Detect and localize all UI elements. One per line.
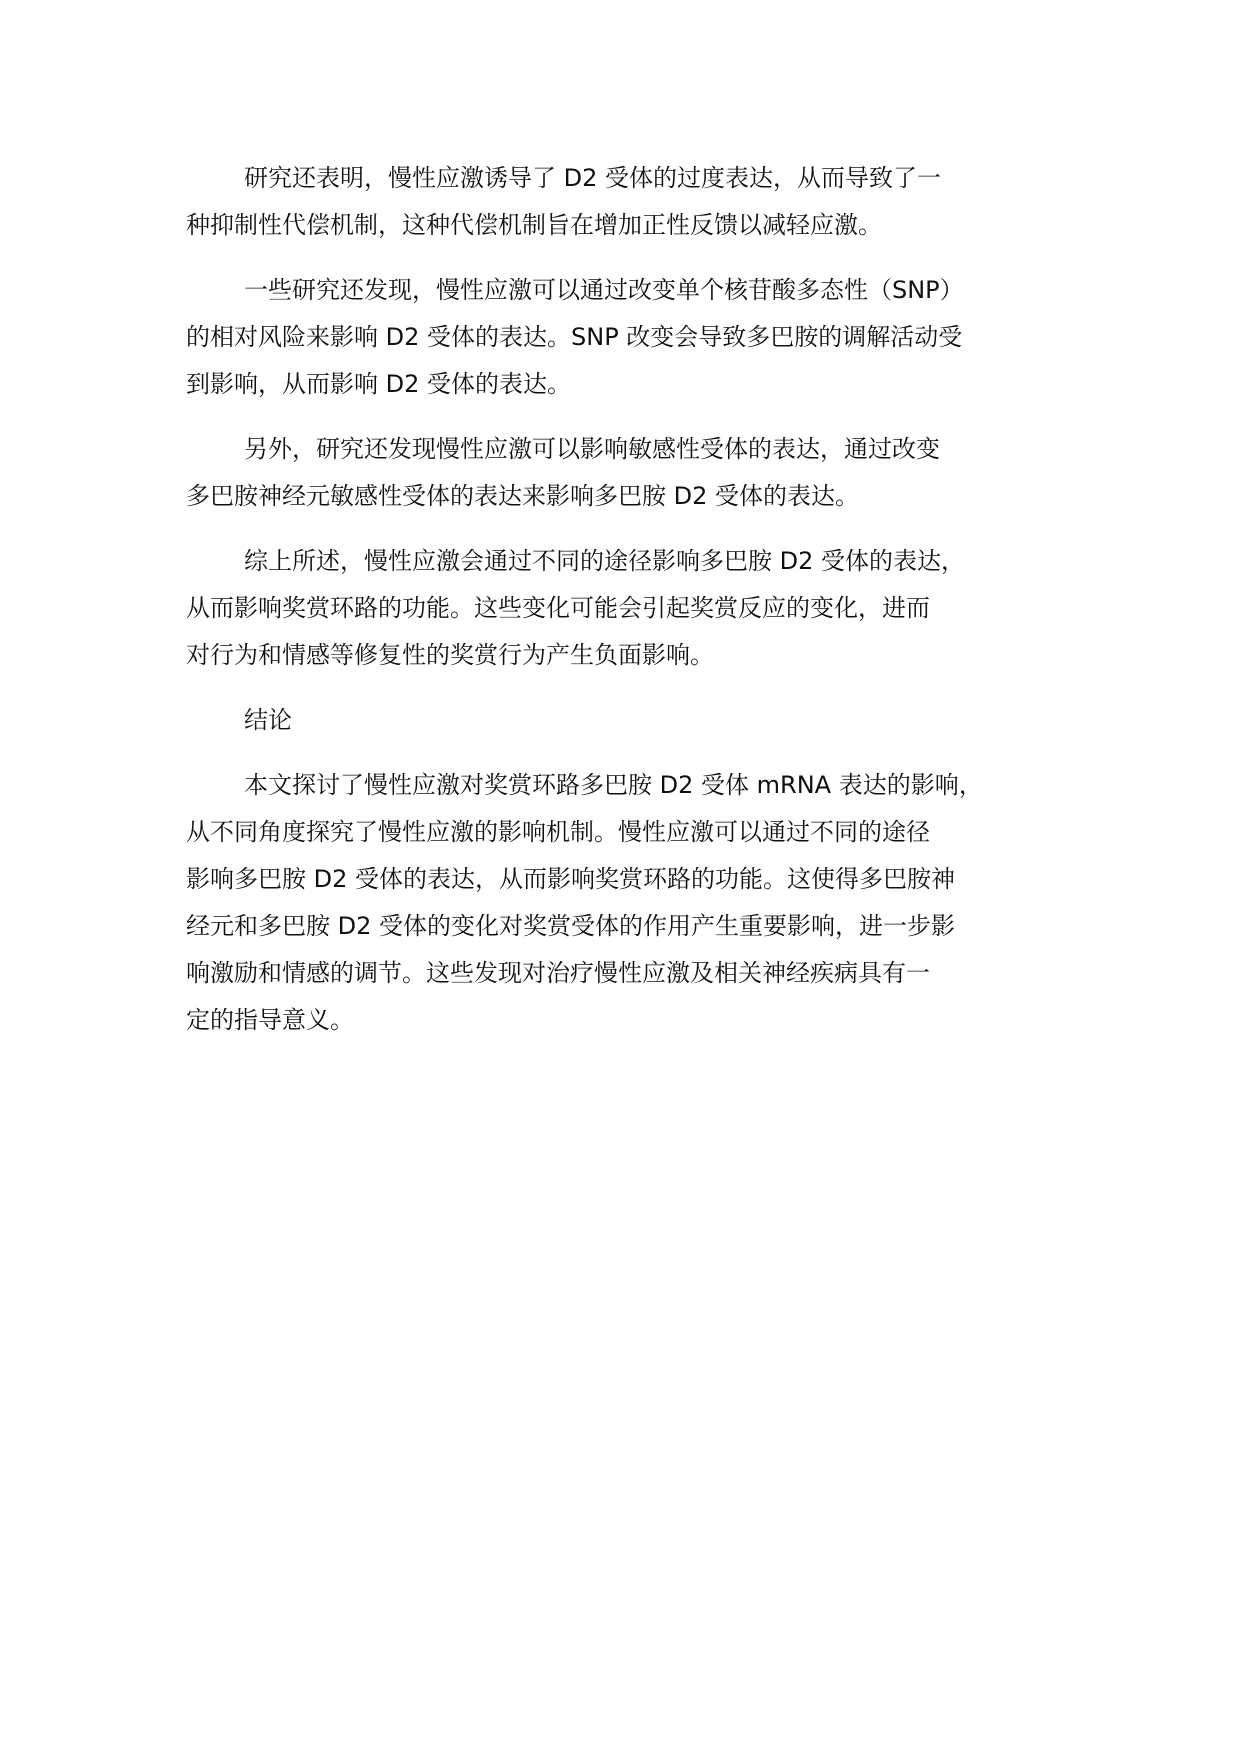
paragraph-line: 对行为和情感等修复性的奖赏行为产生负面影响。 [186, 641, 714, 669]
paragraph-line: 本文探讨了慢性应激对奖赏环路多巴胺 D2 受体 mRNA 表达的影响， [244, 771, 983, 799]
paragraph-line: 另外，研究还发现慢性应激可以影响敏感性受体的表达，通过改变 [244, 435, 940, 463]
paragraph-line: 响激励和情感的调节。这些发现对治疗慢性应激及相关神经疾病具有一 [186, 959, 930, 987]
paragraph-snp [186, 267, 1086, 408]
paragraph-line: 综上所述，慢性应激会通过不同的途径影响多巴胺 D2 受体的表达， [244, 547, 966, 575]
paragraph-line: 从不同角度探究了慢性应激的影响机制。慢性应激可以通过不同的途径 [186, 818, 930, 846]
paragraph-d2-overexpression [186, 155, 1086, 249]
paragraph-line: 多巴胺神经元敏感性受体的表达来影响多巴胺 D2 受体的表达。 [186, 482, 860, 510]
paragraph-line: 种抑制性代偿机制，这种代偿机制旨在增加正性反馈以减轻应激。 [186, 211, 882, 239]
paragraph-line: 的相对风险来影响 D2 受体的表达。SNP 改变会导致多巴胺的调解活动受 [186, 323, 963, 351]
paragraph-line: 定的指导意义。 [186, 1006, 354, 1034]
document-body [186, 155, 1086, 1062]
paragraph-sensitive-receptors [186, 426, 1086, 520]
paragraph-line: 研究还表明，慢性应激诱导了 D2 受体的过度表达，从而导致了一 [244, 164, 942, 192]
paragraph-line: 经元和多巴胺 D2 受体的变化对奖赏受体的作用产生重要影响，进一步影 [186, 912, 956, 940]
paragraph-line: 从而影响奖赏环路的功能。这些变化可能会引起奖赏反应的变化，进而 [186, 594, 930, 622]
paragraph-line: 到影响，从而影响 D2 受体的表达。 [186, 370, 572, 398]
paragraph-line: 影响多巴胺 D2 受体的表达，从而影响奖赏环路的功能。这使得多巴胺神 [186, 865, 956, 893]
paragraph-summary [186, 538, 1086, 679]
paragraph-line: 一些研究还发现，慢性应激可以通过改变单个核苷酸多态性（SNP） [244, 276, 964, 304]
section-heading: 结论 [244, 706, 292, 734]
paragraph-conclusion [186, 762, 1086, 1044]
section-heading-conclusion [186, 697, 1086, 744]
